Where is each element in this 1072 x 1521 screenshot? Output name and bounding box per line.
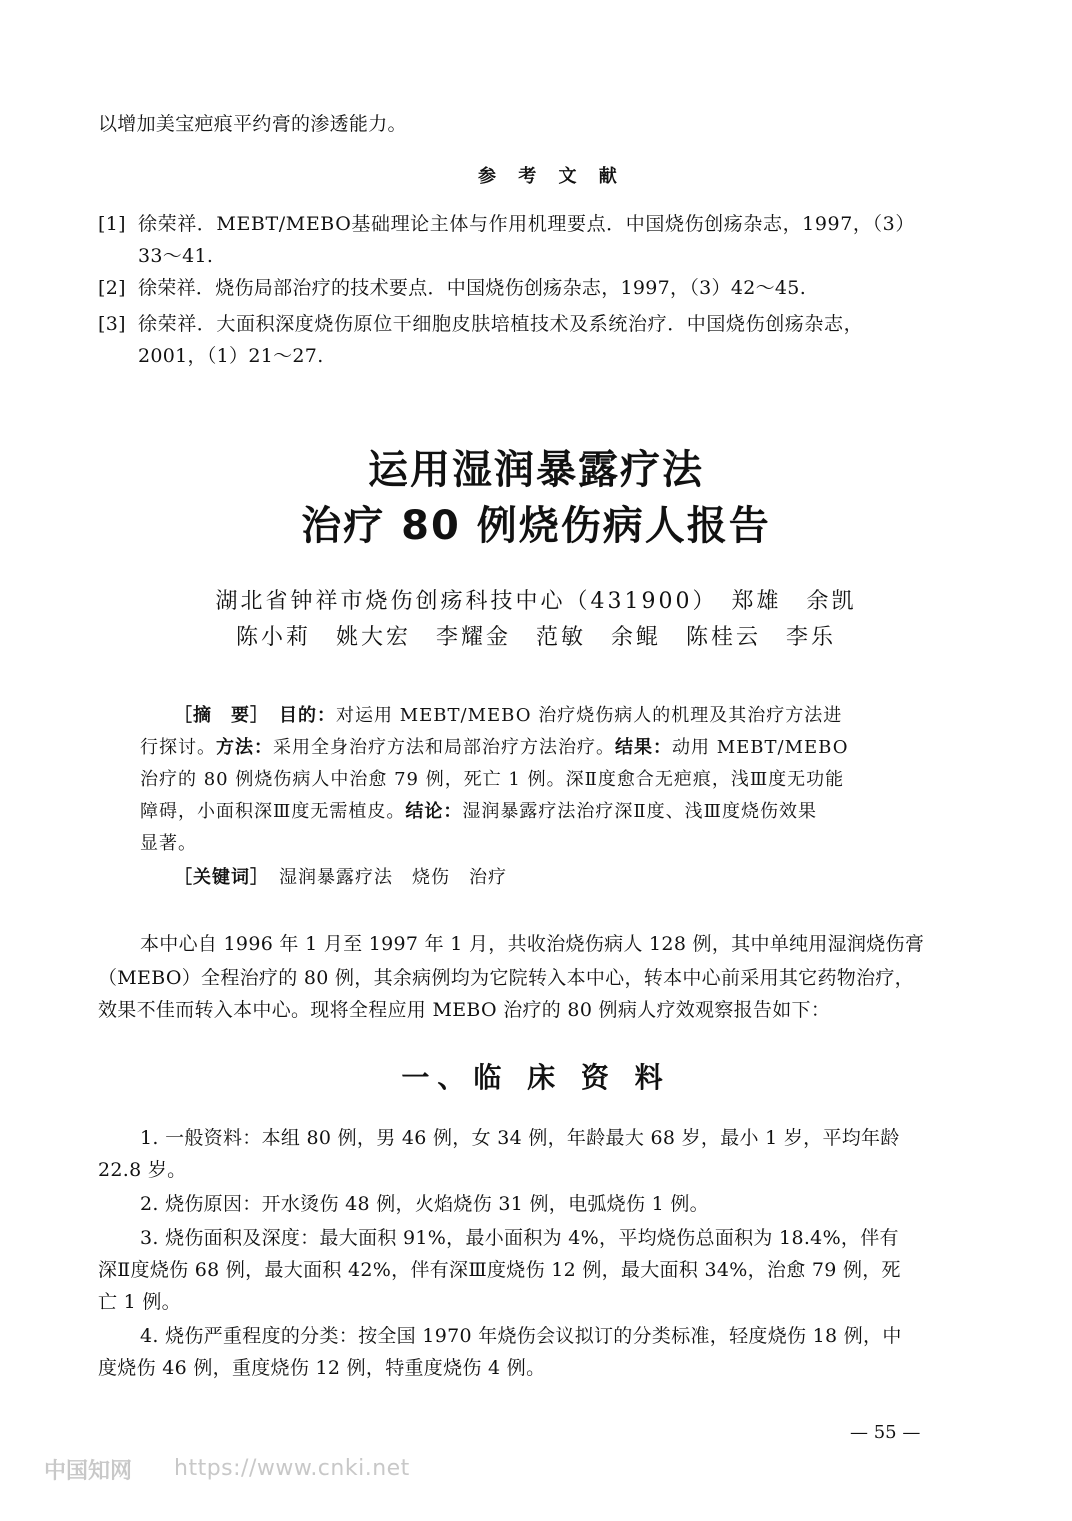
paragraph-line: 4. 烧伤严重程度的分类：按全国 1970 年烧伤会议拟订的分类标准，轻度烧伤 18 例，中	[140, 1325, 902, 1347]
article-title-line2: 治疗 80 例烧伤病人报告	[301, 503, 771, 549]
result-label: 结果：	[615, 737, 672, 758]
abstract-line	[140, 732, 848, 764]
cnki-logo: 中国知网	[44, 1459, 133, 1484]
keywords-text: 湿润暴露疗法 烧伤 治疗	[279, 867, 507, 888]
result-text: 动用 MEBT/MEBO	[672, 737, 849, 758]
reference-text: 徐荣祥．MEBT/MEBO基础理论主体与作用机理要点．中国烧伤创疡杂志，1997，（3）	[138, 213, 915, 235]
reference-number: [2]	[98, 277, 126, 299]
abstract-text: 障碍，小面积深Ⅲ度无需植皮。	[140, 801, 406, 822]
keywords-line	[174, 862, 507, 894]
paragraph-line: 22.8 岁。	[98, 1159, 187, 1181]
paragraph-line: 2. 烧伤原因：开水烫伤 48 例，火焰烧伤 31 例，电弧烧伤 1 例。	[140, 1193, 709, 1215]
method-text: 采用全身治疗方法和局部治疗方法治疗。	[273, 737, 615, 758]
section-heading: 一、临 床 资 料	[401, 1061, 671, 1094]
reference-item	[98, 274, 978, 302]
abstract-label: ［摘 要］	[174, 705, 260, 726]
abstract-line: 显著。	[140, 833, 197, 854]
author-affiliation-line: 湖北省钟祥市烧伤创疡科技中心（431900） 郑雄 余凯	[215, 589, 857, 614]
abstract-line: 治疗的 80 例烧伤病人中治愈 79 例，死亡 1 例。深Ⅱ度愈合无疤痕，浅Ⅲ度无功能	[140, 769, 845, 790]
paragraph-line: 亡 1 例。	[98, 1291, 181, 1313]
conclusion-text: 湿润暴露疗法治疗深Ⅱ度、浅Ⅲ度烧伤效果	[462, 801, 817, 822]
intro-line: 本中心自 1996 年 1 月至 1997 年 1 月，共收治烧伤病人 128 例，其中单纯用湿润烧伤膏	[140, 933, 925, 955]
reference-text: 徐荣祥．烧伤局部治疗的技术要点．中国烧伤创疡杂志，1997，（3）42～45.	[138, 277, 807, 299]
paragraph-line: 3. 烧伤面积及深度：最大面积 91%，最小面积为 4%，平均烧伤总面积为 18.4%，伴有	[140, 1227, 899, 1249]
reference-number: [3]	[98, 313, 126, 335]
paragraph-line: 1. 一般资料：本组 80 例，男 46 例，女 34 例，年龄最大 68 岁，最小 1 岁，平均年龄	[140, 1127, 900, 1149]
reference-item	[98, 210, 978, 266]
abstract-line	[140, 796, 817, 828]
purpose-text: 对运用 MEBT/MEBO 治疗烧伤病人的机理及其治疗方法进	[336, 705, 843, 726]
page-number: — 55 —	[850, 1422, 921, 1443]
reference-item	[98, 310, 978, 366]
article-title-line1: 运用湿润暴露疗法	[368, 447, 704, 493]
intro-line: （MEBO）全程治疗的 80 例，其余病例均为它院转入本中心，转本中心前采用其它药物治疗，	[98, 967, 914, 989]
method-label: 方法：	[216, 737, 273, 758]
reference-text-cont: 33～41.	[138, 245, 214, 267]
keywords-label: ［关键词］	[174, 867, 260, 888]
abstract-line	[174, 700, 842, 732]
reference-text-cont: 2001，（1）21～27.	[138, 345, 324, 367]
references-heading: 参 考 文 献	[478, 166, 625, 187]
paragraph-line: 深Ⅱ度烧伤 68 例，最大面积 42%，伴有深Ⅲ度烧伤 12 例，最大面积 34%，治愈 79 例，死	[98, 1259, 901, 1281]
reference-text: 徐荣祥．大面积深度烧伤原位干细胞皮肤培植技术及系统治疗．中国烧伤创疡杂志，	[138, 313, 864, 335]
author-names-line: 陈小莉 姚大宏 李耀金 范敏 余鲲 陈桂云 李乐	[235, 625, 836, 650]
continuation-text: 以增加美宝疤痕平约膏的渗透能力。	[98, 113, 407, 135]
watermark-url: https://www.cnki.net	[174, 1456, 410, 1481]
paragraph-line: 度烧伤 46 例，重度烧伤 12 例，特重度烧伤 4 例。	[98, 1357, 546, 1379]
reference-number: [1]	[98, 213, 126, 235]
intro-line: 效果不佳而转入本中心。现将全程应用 MEBO 治疗的 80 例病人疗效观察报告如下：	[98, 999, 831, 1021]
abstract-text: 行探讨。	[140, 737, 216, 758]
conclusion-label: 结论：	[405, 801, 463, 822]
purpose-label: 目的：	[279, 705, 336, 726]
